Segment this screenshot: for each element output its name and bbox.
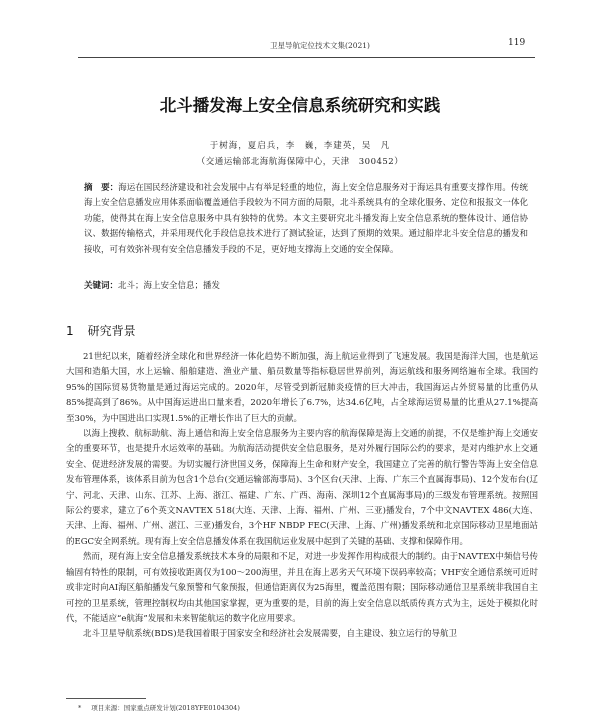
section-number: 1 xyxy=(66,324,74,338)
paragraph: 21世纪以来，随着经济全球化和世界经济一体化趋势不断加强，海上航运业得到了飞速发展。我国是海洋大国，也是航运大国和造船大国，水上运输、船舶建造、渔业产量、船员数量等指标稳居世界前列，海运航线和服务网络遍布全球。我国约95%的国际贸易货物量是通过海运完成的。2020年，尽管受到新冠肺炎疫情的巨大冲击，我国海运占外贸易量的比重仍从85%提高到了86%。从中国海运进出口量来看，2020年增长了6.7%，达34.6亿吨，占全球海运贸易量的比重从27.1%提高至30%，为中国进出口实现1.5%的正增长作出了巨大的贡献。 xyxy=(66,352,538,424)
body-text xyxy=(66,350,538,643)
section-title: 研究背景 xyxy=(87,324,136,338)
section-heading xyxy=(66,322,136,339)
running-head: 卫星导航定位技术文集(2021) xyxy=(270,41,370,50)
header-rule xyxy=(78,57,535,58)
footnote xyxy=(78,703,240,712)
abstract-text: 海运在国民经济建设和社会发展中占有举足轻重的地位，海上安全信息服务对于海运具有重要支撑作用。传统海上安全信息播发应用体系面临覆盖通信手段较为不同方面的局限，北斗系统具有的全球化服务、定位和报报文一体化功能，使得其在海上安全信息服务中具有独特的优势。本文主要研究北斗播发海上安全信息系统的整体设计、通信协议、数据传输格式，并采用现代化手段信息技术进行了测试验证，达到了预期的效果。通过船岸北斗安全信息的播发和接收，可有效弥补现有安全信息播发手段的不足，更好地支撑海上交通的安全保障。 xyxy=(84,183,528,255)
abstract xyxy=(84,181,528,258)
paragraph: 以海上搜救、航标助航、海上通信和海上安全信息服务为主要内容的航海保障是海上交通的前提，不仅是维护海上交通安全的重要环节，也是提升水运效率的基础。为航海活动提供安全信息服务，是对外履行国际公约的要求，是对内维护水上交通安全、促进经济发展的需要。为切实履行济世国义务，保障海上生命和财产安全，我国建立了完善的航行警告等海上安全信息发布管理体系，该体系目前为包含1个总台(交通运输部海事局)、3个区台(天津、上海、广东三个直属海事局)、12个发布台(辽宁、河北、天津、山东、江苏、上海、浙江、福建、广东、广西、海南、深圳12个直属海事局)的三级发布管理系统。按照国际公约要求，建立了6个英文NAVTEX 518(大连、天津、上海、福州、广州、三亚)播发台，7个中文NAVTEX 486(大连、天津、上海、福州、广州、湛江、三亚)播发台，3个HF NBDP FEC(天津、上海、广州)播发系统和北京国际移动卫星地面站的EGC安全网系统。现有海上安全信息播发体系在我国航运业发展中起到了关键的基础、支撑和保障作用。 xyxy=(66,429,538,547)
affiliation: （交通运输部北海航海保障中心，天津 300452） xyxy=(196,157,404,167)
footnote-rule xyxy=(66,698,146,699)
keywords-text: 北斗；海上安全信息；播发 xyxy=(118,281,221,291)
footnote-text: 项目来源：国家重点研发计划(2018YFE0104304) xyxy=(91,704,240,712)
abstract-label: 摘 要： xyxy=(84,183,119,193)
keywords-label: 关键词： xyxy=(84,281,119,291)
paper-title: 北斗播发海上安全信息系统研究和实践 xyxy=(159,96,441,115)
page-number: 119 xyxy=(508,38,526,48)
footnote-mark: * xyxy=(78,704,82,712)
keywords xyxy=(84,279,528,294)
authors: 于树海，夏启兵，李 巍，李建英，吴 凡 xyxy=(209,141,391,151)
paragraph: 然而，现有海上安全信息播发系统技术本身的局限和不足，对进一步发挥作用构成很大的制约。由于NAVTEX中频信号传输固有特性的限制，可有效接收距离仅为100～200海里，并且在海上恶劣天气环境下误码率较高；VHF安全通信系统可近时或非定时向AI海区船舶播发气象预警和气象预报，但通信距离仅为25海里，覆盖范围有限；国际移动通信卫星系统非我国自主可控的卫星系统，管理控制权均由其他国家掌握，更为重要的是，目前的海上安全信息以纸质传真方式为主，远处于模拟化时代，不能适应“e航海”发展和未来智能航运的数字化应用要求。 xyxy=(66,552,538,624)
paragraph: 北斗卫星导航系统(BDS)是我国着眼于国家安全和经济社会发展需要，自主建设、独立运行的导航卫 xyxy=(83,629,458,640)
